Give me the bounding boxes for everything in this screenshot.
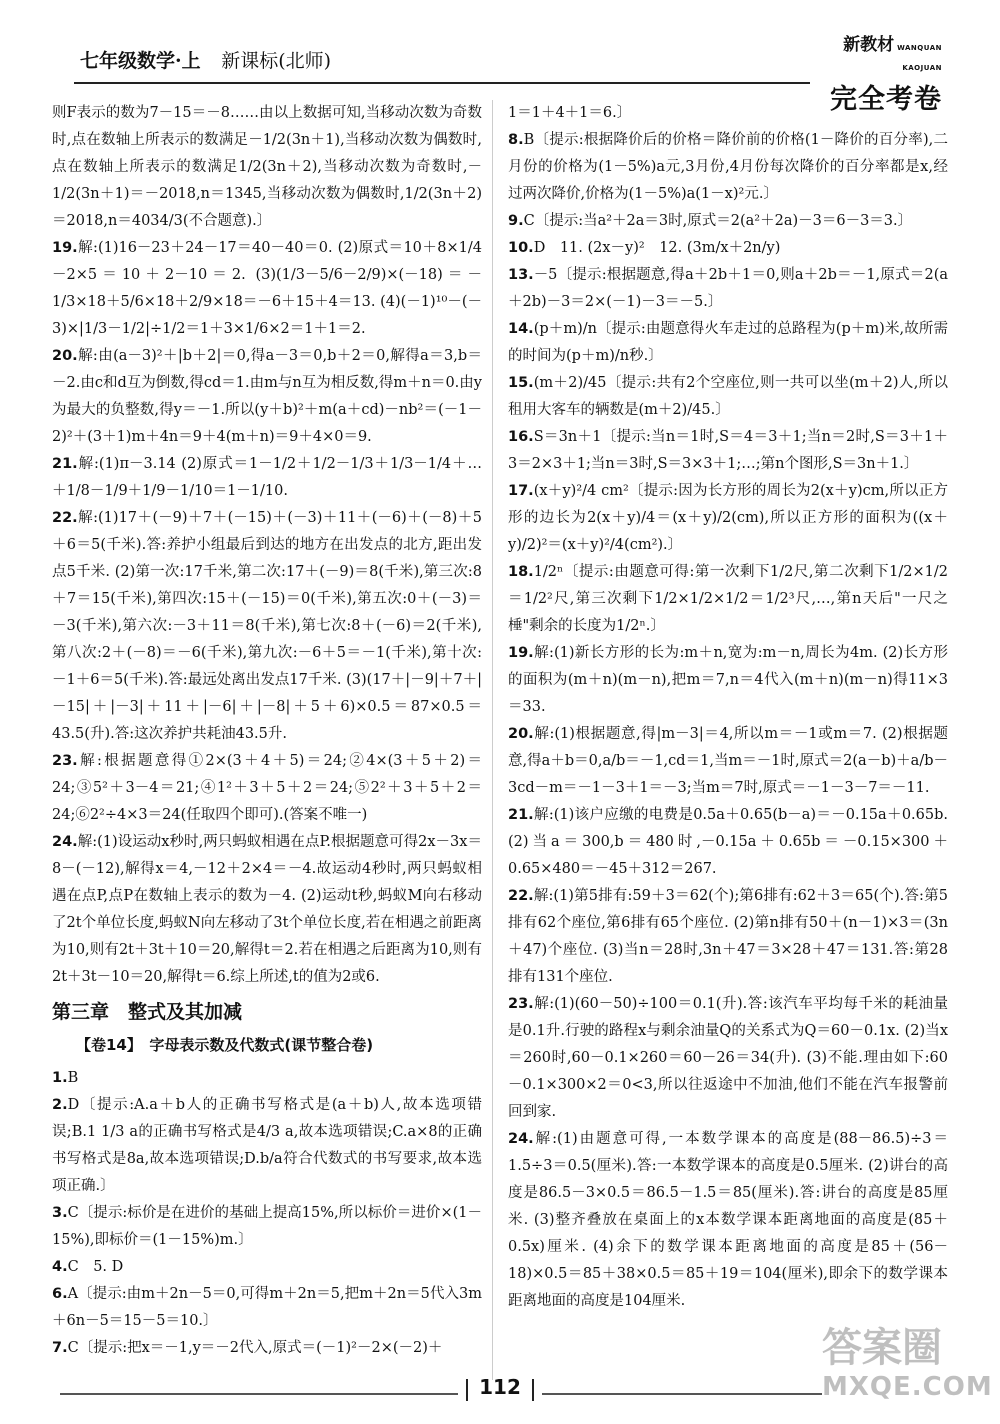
- right-column: [508, 100, 948, 1315]
- answer-item: [508, 370, 948, 424]
- answer-number: 20.: [52, 348, 78, 364]
- answer-item: [52, 235, 482, 343]
- answer-text: 解:(1)16－23＋24－17＝40－40＝0. (2)原式＝10＋8×1/4－2×5＝10＋2－10＝2. (3)(1/3－5/6－2/9)×(－18)＝－1/3×18＋5/6×18＋2/9×18＝－6＋15＋4＝13. (4)(－1)¹⁰－(－3)×|1/3－1/2|÷1/2＝1＋3×1/6×2＝1＋1＝2.: [52, 240, 482, 337]
- column-divider: [492, 100, 493, 1380]
- answer-item: [52, 748, 482, 829]
- answer-item: [508, 316, 948, 370]
- answer-text: 解:根据题意得①2×(3＋4＋5)＝24;②4×(3＋5＋2)＝24;③5²＋3－4＝21;④1²＋3＋5＋2＝24;⑤2²＋3＋5＋2＝24;⑥2²÷4×3＝24(任取四个即可).(答案不唯一): [52, 753, 482, 823]
- answer-text: 解:(1)第5排有:59＋3＝62(个);第6排有:62＋3＝65(个).答:第5排有62个座位,第6排有65个座位. (2)第n排有50＋(n－1)×3＝(3n＋47)个座位. (3)当n＝28时,3n＋47＝3×28＋47＝131.答:第28排有131个座位.: [508, 888, 948, 985]
- answer-text: (m＋2)/45〔提示:共有2个空座位,则一共可以坐(m＋2)人,所以租用大客车的辆数是(m＋2)/45.〕: [508, 375, 948, 418]
- left-answer-list-2: [52, 1065, 482, 1362]
- answer-number: 10.: [508, 240, 534, 256]
- answer-number: 18.: [508, 564, 534, 580]
- answer-item: [508, 424, 948, 478]
- answer-item: [508, 478, 948, 559]
- answer-item: [508, 991, 948, 1126]
- answer-text: 解:由(a－3)²＋|b＋2|＝0,得a－3＝0,b＋2＝0,解得a＝3,b＝－2.由c和d互为倒数,得cd＝1.由m与n互为相反数,得m＋n＝0.由y为最大的负整数,得y＝－1.所以(y＋b)²＋m(a＋cd)－nb²＝(－1－2)²＋(3＋1)m＋4n＝9＋4(m＋n)＝9＋4×0＝9.: [52, 348, 482, 445]
- answer-item: [508, 640, 948, 721]
- footer-rule-right: [542, 1393, 822, 1395]
- answer-text: B〔提示:根据降价后的价格＝降价前的价格(1－降价的百分率),二月份的价格为(1－5%)a元,3月份,4月份每次降价的百分率都是x,经过两次降价,价格为(1－5%)a(1－x)²元.〕: [508, 132, 948, 202]
- answer-number: 21.: [52, 456, 78, 472]
- answer-item: [508, 127, 948, 208]
- book-title: 七年级数学·上: [80, 50, 201, 72]
- answer-text: 解:(1)17＋(－9)＋7＋(－15)＋(－3)＋11＋(－6)＋(－8)＋5＋6＝5(千米).答:养护小组最后到达的地方在出发点的北方,距出发点5千米. (2)第一次:17千米,第二次:17＋(－9)＝8(千米),第三次:8＋7＝15(千米),第四次:15＋(－15)＝0(千米),第五次:0＋(－3)＝－3(千米),第六次:－3＋11＝8(千米),第七次:8＋(－6)＝2(千米),第八次:2＋(－8)＝－6(千米),第九次:－6＋5＝－1(千米),第十次:－1＋6＝5(千米).答:最远处离出发点17千米. (3)(17＋|－9|＋7＋|－15|＋|－3|＋11＋|－6|＋|－8|＋5＋6)×0.5＝87×0.5＝43.5(升).答:这次养护共耗油43.5升.: [52, 510, 482, 742]
- answer-item: [52, 1281, 482, 1335]
- answer-number: 15.: [508, 375, 534, 391]
- answer-number: 9.: [508, 213, 524, 229]
- chapter-title: 第三章 整式及其加减: [52, 1001, 243, 1023]
- answer-item: [508, 100, 948, 127]
- footer-rule-left: [60, 1393, 458, 1395]
- answer-number: 14.: [508, 321, 534, 337]
- answer-item: [508, 802, 948, 883]
- answer-item: [508, 235, 948, 262]
- answer-item: [508, 721, 948, 802]
- answer-number: 6.: [52, 1286, 68, 1302]
- answer-number: 22.: [508, 888, 534, 904]
- answer-text: 解:(1)由题意可得,一本数学课本的高度是(88－86.5)÷3＝1.5÷3＝0.5(厘米).答:一本数学课本的高度是0.5厘米. (2)讲台的高度是86.5－3×0.5＝86.5－1.5＝85(厘米).答:讲台的高度是85厘米. (3)整齐叠放在桌面上的x本数学课本距离地面的高度是(85＋0.5x)厘米. (4)余下的数学课本距离地面的高度是85＋(56－18)×0.5＝85＋38×0.5＝85＋19＝104(厘米),即余下的数学课本距离地面的高度是104厘米.: [508, 1131, 948, 1309]
- left-answer-list: [52, 100, 482, 991]
- answer-number: 13.: [508, 267, 534, 283]
- answer-text: 解:(1)(60－50)÷100＝0.1(升).答:该汽车平均每千米的耗油量是0.1升.行驶的路程x与剩余油量Q的关系式为Q＝60－0.1x. (2)当x＝260时,60－0.1×260＝60－26＝34(升). (3)不能.理由如下:60－0.1×300×2＝0<3,所以往返途中不加油,他们不能在汽车报警前回到家.: [508, 996, 948, 1120]
- answer-text: C〔提示:把x＝－1,y＝－2代入,原式＝(－1)²－2×(－2)＋: [67, 1340, 443, 1356]
- answer-text: 1＝1＋4＋1＝6.〕: [508, 105, 632, 121]
- answer-text: (p＋m)/n〔提示:由题意得火车走过的总路程为(p＋m)米,故所需的时间为(p＋m)/n秒.〕: [508, 321, 948, 364]
- brand-main: 完全考卷: [830, 84, 942, 115]
- answer-number: 17.: [508, 483, 534, 499]
- answer-item: [52, 505, 482, 748]
- answer-number: 24.: [52, 834, 78, 850]
- brand-small: WANQUAN KAOJUAN: [897, 44, 942, 72]
- watermark: [822, 1325, 992, 1417]
- answer-item: [52, 1254, 482, 1281]
- answer-text: －5〔提示:根据题意,得a＋2b＋1＝0,则a＋2b＝－1,原式＝2(a＋2b)－3＝2×(－1)－3＝－5.〕: [508, 267, 948, 310]
- answer-item: [508, 559, 948, 640]
- answer-item: [508, 262, 948, 316]
- answer-item: [52, 451, 482, 505]
- answer-text: 解:(1)设运动x秒时,两只蚂蚁相遇在点P.根据题意可得2x－3x＝8－(－12),解得x＝4,－12＋2×4＝－4.故运动4秒时,两只蚂蚁相遇在点P,点P在数轴上表示的数为－4. (2)运动t秒,蚂蚁M向右移动了2t个单位长度,蚂蚁N向左移动了3t个单位长度,若在相遇之前距离为10,则有2t＋3t＋10＝20,解得t＝2.若在相遇之后距离为10,则有2t＋3t－10＝20,解得t＝6.综上所述,t的值为2或6.: [52, 834, 482, 985]
- answer-text: 1/2ⁿ〔提示:由题意可得:第一次剩下1/2尺,第二次剩下1/2×1/2＝1/2²尺,第三次剩下1/2×1/2×1/2＝1/2³尺,…,第n天后"一尺之棰"剩余的长度为1/2ⁿ.〕: [508, 564, 948, 634]
- answer-number: 23.: [52, 753, 78, 769]
- answer-number: 24.: [508, 1131, 534, 1147]
- section-title: 【卷14】 字母表示数及代数式(课节整合卷): [76, 1036, 374, 1054]
- answer-item: [52, 1092, 482, 1200]
- answer-item: [508, 1126, 948, 1315]
- answer-item: [52, 829, 482, 991]
- answer-number: 7.: [52, 1340, 68, 1356]
- answer-number: 3.: [52, 1205, 68, 1221]
- answer-text: (x＋y)²/4 cm²〔提示:因为长方形的周长为2(x＋y)cm,所以正方形的边长为2(x＋y)/4＝(x＋y)/2(cm),所以正方形的面积为((x＋y)/2)²＝(x＋y)²/4(cm²).〕: [508, 483, 948, 553]
- answer-text: 解:(1)新长方形的长为:m＋n,宽为:m－n,周长为4m. (2)长方形的面积为(m＋n)(m－n),把m＝7,n＝4代入(m＋n)(m－n)得11×3＝33.: [508, 645, 948, 715]
- left-column: [52, 100, 482, 1362]
- answer-number: 1.: [52, 1070, 68, 1086]
- answer-number: 8.: [508, 132, 524, 148]
- book-edition: 新课标(北师): [221, 50, 332, 72]
- answer-text: A〔提示:由m＋2n－5＝0,可得m＋2n＝5,把m＋2n＝5代入3m＋6n－5＝15－5＝10.〕: [52, 1286, 482, 1329]
- answer-text: C〔提示:标价是在进价的基础上提高15%,所以标价＝进价×(1－15%),即标价＝(1－15%)m.〕: [52, 1205, 482, 1248]
- page-number: 112: [462, 1375, 538, 1399]
- right-answer-list: [508, 100, 948, 1315]
- answer-number: 19.: [508, 645, 534, 661]
- answer-number: 19.: [52, 240, 78, 256]
- brand-top: 新教材: [843, 35, 895, 55]
- answer-item: [52, 1065, 482, 1092]
- answer-text: C 5. D: [67, 1259, 124, 1275]
- watermark-text: 答案圈: [822, 1325, 942, 1371]
- answer-number: 21.: [508, 807, 534, 823]
- watermark-url: MXQE.COM: [822, 1372, 993, 1402]
- answer-number: 22.: [52, 510, 78, 526]
- answer-item: [52, 1335, 482, 1362]
- answer-text: S＝3n＋1〔提示:当n＝1时,S＝4＝3＋1;当n＝2时,S＝3＋1＋3＝2×3＋1;当n＝3时,S＝3×3＋1;…;第n个图形,S＝3n＋1.〕: [508, 429, 948, 472]
- answer-item: [508, 883, 948, 991]
- answer-text: 解:(1)根据题意,得|m－3|＝4,所以m＝－1或m＝7. (2)根据题意,得a＋b＝0,a/b＝－1,cd＝1,当m＝－1时,原式＝2(a－b)＋a/b－3cd－m＝－1－3＋1＝－3;当m＝7时,原式＝－1－3－7＝－11.: [508, 726, 948, 796]
- answer-item: [52, 100, 482, 235]
- answer-item: [52, 1200, 482, 1254]
- answer-number: 16.: [508, 429, 534, 445]
- answer-number: 23.: [508, 996, 534, 1012]
- answer-number: 4.: [52, 1259, 68, 1275]
- answer-text: 则F表示的数为7－15＝－8……由以上数据可知,当移动次数为奇数时,点在数轴上所表示的数满足－1/2(3n＋1),当移动次数为偶数时,点在数轴上所表示的数满足1/2(3n＋2),当移动次数为奇数时,－1/2(3n＋1)＝－2018,n＝1345,当移动次数为偶数时,1/2(3n＋2)＝2018,n＝4034/3(不合题意).〕: [52, 105, 482, 229]
- answer-item: [52, 343, 482, 451]
- answer-number: 2.: [52, 1097, 68, 1113]
- answer-text: 解:(1)该户应缴的电费是0.5a＋0.65(b－a)＝－0.15a＋0.65b. (2)当a＝300,b＝480时,－0.15a＋0.65b＝－0.15×300＋0.65×480＝－45＋312＝267.: [508, 807, 948, 877]
- answer-text: D 11. (2x－y)² 12. (3m/x＋2n/y): [533, 240, 781, 256]
- answer-number: 20.: [508, 726, 534, 742]
- answer-text: B: [67, 1070, 79, 1086]
- answer-text: D〔提示:A.a＋b人的正确书写格式是(a＋b)人,故本选项错误;B.1 1/3 a的正确书写格式是4/3 a,故本选项错误;C.a×8的正确书写格式是8a,故本选项错误;D.b/a符合代数式的书写要求,故本选项正确.〕: [52, 1097, 482, 1194]
- header-book-title: [80, 46, 331, 73]
- answer-text: 解:(1)π－3.14 (2)原式＝1－1/2＋1/2－1/3＋1/3－1/4＋…＋1/8－1/9＋1/9－1/10＝1－1/10.: [52, 456, 482, 499]
- header-rule: [74, 82, 810, 84]
- answer-item: [508, 208, 948, 235]
- answer-text: C〔提示:当a²＋2a＝3时,原式＝2(a²＋2a)－3＝6－3＝3.〕: [523, 213, 913, 229]
